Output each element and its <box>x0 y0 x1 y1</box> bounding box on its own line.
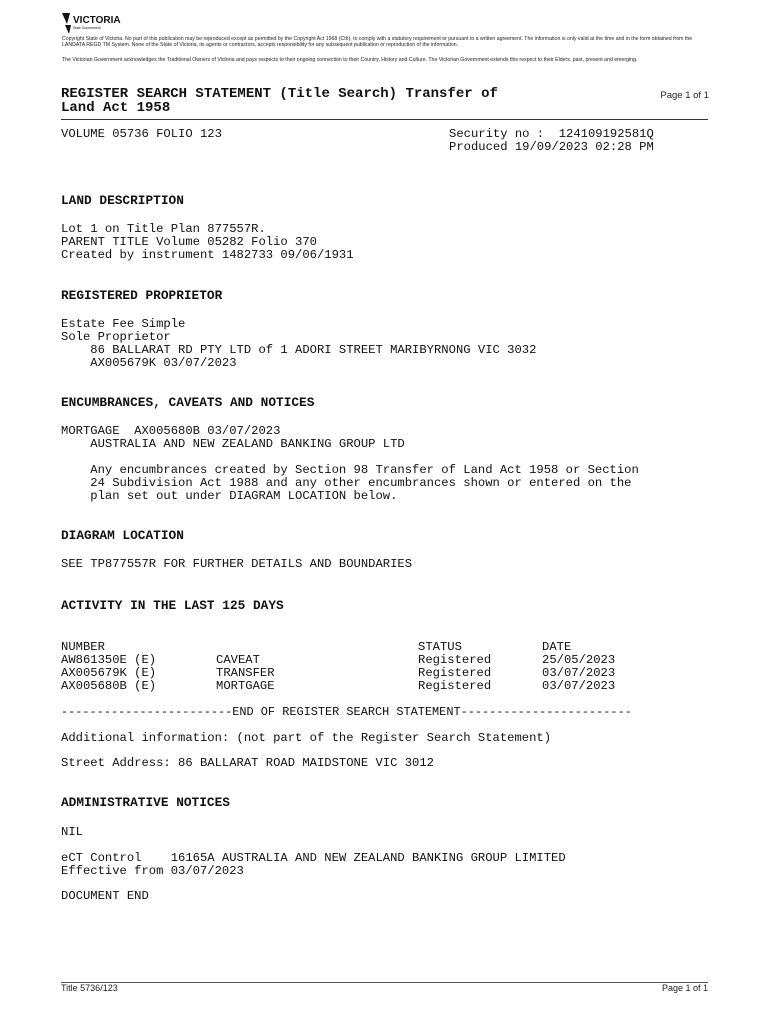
title-rule <box>61 119 708 120</box>
activity-heading: ACTIVITY IN THE LAST 125 DAYS <box>61 598 284 613</box>
logo-subtext: State Government <box>73 26 101 30</box>
acknowledgement-notice: The Victorian Government acknowledges the Traditional Owners of Victoria and pays respects to their ongoing connection to their Country, History and Culture. The Victorian Government extends this respect to their Elders, past, present and emerging. <box>62 57 638 63</box>
encumbrance-para-line: plan set out under DIAGRAM LOCATION below. <box>61 489 398 503</box>
activity-type: TRANSFER <box>216 666 275 680</box>
document-end: DOCUMENT END <box>61 889 149 903</box>
encumbrance-para-line: 24 Subdivision Act 1988 and any other encumbrances shown or entered on the <box>61 476 632 490</box>
proprietor-line: AX005679K 03/07/2023 <box>61 356 237 370</box>
logo-text: VICTORIA <box>73 15 121 26</box>
land-description-line: Created by instrument 1482733 09/06/1931 <box>61 248 354 262</box>
ect-control-line: eCT Control 16165A AUSTRALIA AND NEW ZEALAND BANKING GROUP LIMITED <box>61 851 566 865</box>
additional-information: Additional information: (not part of the Register Search Statement) <box>61 731 552 745</box>
activity-number: AX005679K (E) <box>61 666 157 680</box>
street-address: Street Address: 86 BALLARAT ROAD MAIDSTONE VIC 3012 <box>61 756 434 770</box>
produced-date: Produced 19/09/2023 02:28 PM <box>449 140 654 154</box>
activity-status: Registered <box>418 679 492 693</box>
activity-date: 03/07/2023 <box>542 666 616 680</box>
encumbrance-line: MORTGAGE AX005680B 03/07/2023 <box>61 424 281 438</box>
proprietor-line: Estate Fee Simple <box>61 317 186 331</box>
land-description-line: PARENT TITLE Volume 05282 Folio 370 <box>61 235 317 249</box>
proprietor-line: Sole Proprietor <box>61 330 171 344</box>
diagram-location-text: SEE TP877557R FOR FURTHER DETAILS AND BOUNDARIES <box>61 557 413 571</box>
column-header-date: DATE <box>542 640 572 654</box>
footer-page-number: Page 1 of 1 <box>661 983 708 993</box>
activity-status: Registered <box>418 666 492 680</box>
activity-status: Registered <box>418 653 492 667</box>
column-header-status: STATUS <box>418 640 462 654</box>
activity-number: AX005680B (E) <box>61 679 157 693</box>
footer-title: Title 5736/123 <box>61 983 118 993</box>
activity-number: AW861350E (E) <box>61 653 157 667</box>
encumbrances-heading: ENCUMBRANCES, CAVEATS AND NOTICES <box>61 395 315 410</box>
column-header-number: NUMBER <box>61 640 105 654</box>
page-number: Page 1 of 1 <box>660 90 709 101</box>
land-description-heading: LAND DESCRIPTION <box>61 193 184 208</box>
registered-proprietor-heading: REGISTERED PROPRIETOR <box>61 288 223 303</box>
activity-date: 03/07/2023 <box>542 679 616 693</box>
proprietor-line: 86 BALLARAT RD PTY LTD of 1 ADORI STREET MARIBYRNONG VIC 3032 <box>61 343 537 357</box>
victoria-logo <box>61 12 121 36</box>
copyright-notice: Copyright State of Victoria. No part of this publication may be reproduced except as permitted by the Copyright Act 1968 (Cth), to comply with a statutory requirement or pursuant to a written agreement. The information is only valid at the time and in the form obtained from the LANDATA REGD TM System. None of the State of Victoria, its agents or contractors, accepts responsibility for any subsequent publication or reproduction of the information. <box>62 36 693 49</box>
activity-type: MORTGAGE <box>216 679 275 693</box>
title-line1: REGISTER SEARCH STATEMENT (Title Search) Transfer of <box>61 86 498 102</box>
volume-folio: VOLUME 05736 FOLIO 123 <box>61 127 222 141</box>
encumbrance-para-line: Any encumbrances created by Section 98 Transfer of Land Act 1958 or Section <box>61 463 639 477</box>
footer-rule <box>61 982 708 983</box>
administrative-notices-heading: ADMINISTRATIVE NOTICES <box>61 795 230 810</box>
end-of-statement-line: ------------------------END OF REGISTER SEARCH STATEMENT------------------------ <box>61 705 632 719</box>
title-line2: Land Act 1958 <box>61 100 171 116</box>
effective-from-line: Effective from 03/07/2023 <box>61 864 244 878</box>
notices-nil: NIL <box>61 825 83 839</box>
activity-date: 25/05/2023 <box>542 653 616 667</box>
activity-type: CAVEAT <box>216 653 260 667</box>
diagram-location-heading: DIAGRAM LOCATION <box>61 528 184 543</box>
security-number: Security no : 124109192581Q <box>449 127 654 141</box>
land-description-line: Lot 1 on Title Plan 877557R. <box>61 222 266 236</box>
encumbrance-line: AUSTRALIA AND NEW ZEALAND BANKING GROUP LTD <box>61 437 405 451</box>
page-title <box>61 87 498 115</box>
